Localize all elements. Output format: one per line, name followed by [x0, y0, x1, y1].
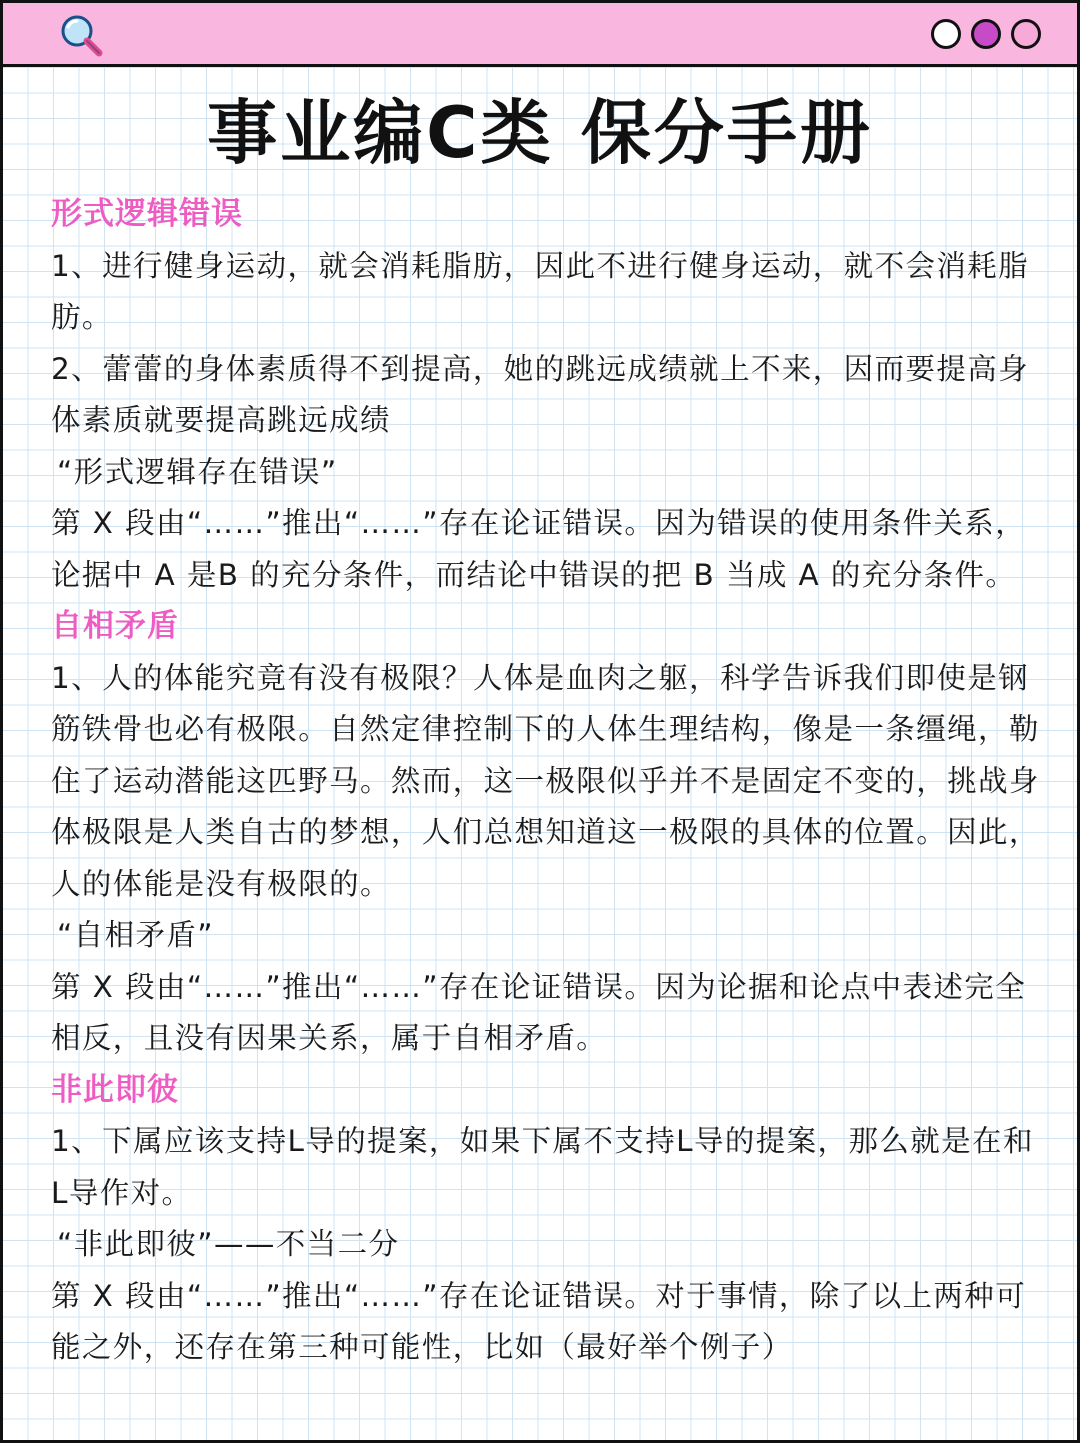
error-label: “自相矛盾” — [57, 918, 214, 952]
purple-dot — [971, 19, 1001, 49]
section-heading-formal-logic: 形式逻辑错误 — [51, 196, 243, 232]
example-text: 1、下属应该支持L导的提案，如果下属不支持L导的提案，那么就是在和L导作对。 — [51, 1124, 1034, 1210]
answer-template: 第 X 段由“……”推出“……”存在论证错误。因为错误的使用条件关系，论据中 A 是B 的充分条件，而结论中错误的把 B 当成 A 的充分条件。 — [51, 506, 1027, 592]
section-heading-self-contradiction: 自相矛盾 — [51, 608, 179, 644]
example-text: 1、进行健身运动，就会消耗脂肪，因此不进行健身运动，就不会消耗脂肪。 — [51, 248, 1030, 334]
window-dots — [931, 19, 1041, 49]
example-text: 1、人的体能究竟有没有极限？人体是血肉之躯，科学告诉我们即使是钢筋铁骨也必有极限。自然定律控制下的人体生理结构，像是一条缰绳，勒住了运动潜能这匹野马。然而，这一极限似乎并不是固定不变的，挑战身体极限是人类自古的梦想，人们总想知道这一极限的具体的位置。因此，人的体能是没有极限的。 — [51, 660, 1040, 901]
example-text: 2、蕾蕾的身体素质得不到提高，她的跳远成绩就上不来，因而要提高身体素质就要提高跳远成绩 — [51, 351, 1030, 437]
page-title: 事业编C类 保分手册 — [207, 92, 873, 174]
top-bar — [3, 3, 1077, 67]
answer-template: 第 X 段由“……”推出“……”存在论证错误。因为论据和论点中表述完全相反，且没有因果关系，属于自相矛盾。 — [51, 969, 1027, 1055]
error-label: “形式逻辑存在错误” — [57, 454, 338, 489]
content — [51, 189, 1041, 1374]
white-dot — [931, 19, 961, 49]
magnifier-icon — [57, 11, 105, 59]
section-heading-false-dichotomy: 非此即彼 — [51, 1071, 179, 1108]
answer-template: 第 X 段由“……”推出“……”存在论证错误。对于事情，除了以上两种可能之外，还存在第三种可能性，比如（最好举个例子） — [51, 1278, 1027, 1364]
error-label: “非此即彼”——不当二分 — [57, 1227, 400, 1261]
pink-dot — [1011, 19, 1041, 49]
